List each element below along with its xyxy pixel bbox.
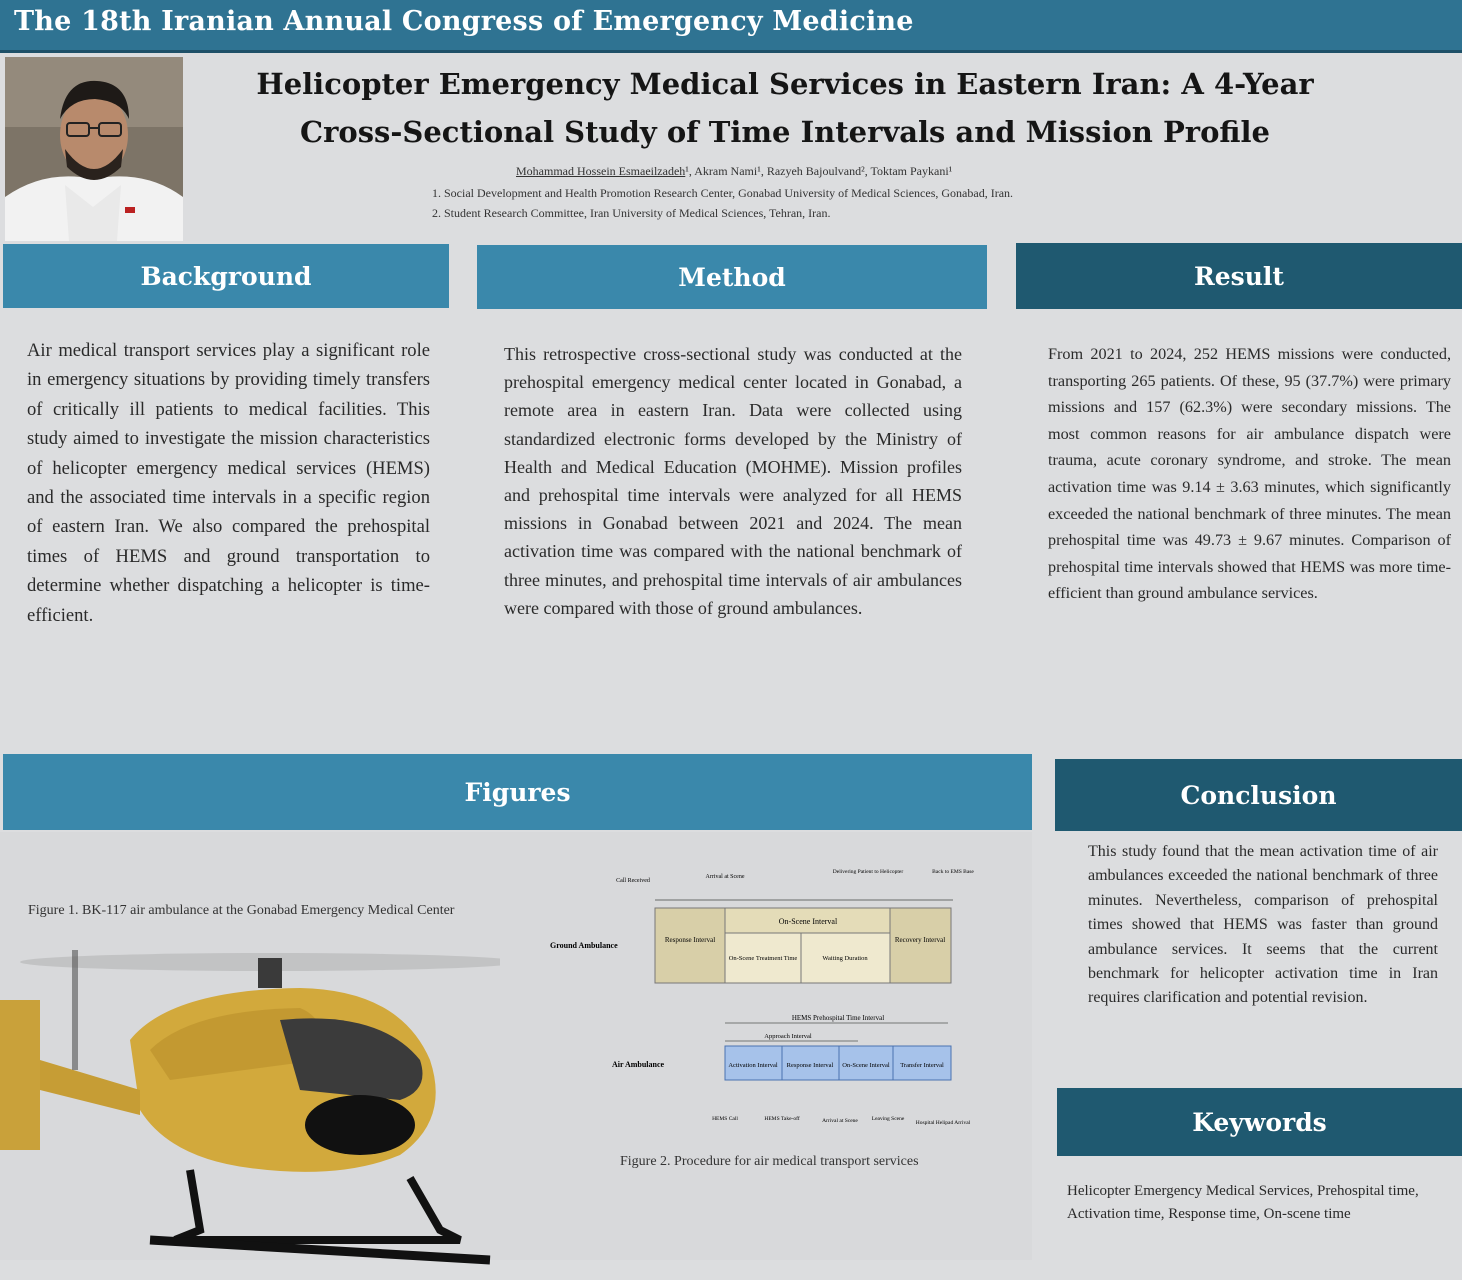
figure-2-caption: Figure 2. Procedure for air medical transport services	[620, 1154, 919, 1169]
figure-2-diagram	[548, 860, 988, 1150]
first-author: Mohammad Hossein Esmaeilzadeh	[516, 164, 686, 178]
approach-label: Approach Interval	[764, 1033, 812, 1040]
method-text: This retrospective cross-sectional study was conducted at the prehospital emergency medical center located in Gonabad, a remote area in eastern Iran. Data were collected using standardized electronic forms developed by the Ministry of Health and Medical Education (MOHME). Mission profiles and prehospital time intervals were analyzed for all HEMS missions in Gonabad between 2021 and 2024. The mean activation time was compared with the national benchmark of three minutes, and prehospital time intervals of air ambulances were compared with those of ground ambulances.	[504, 344, 962, 618]
air-box-2: Response Interval	[786, 1062, 834, 1069]
ground-top-4: Back to EMS Base	[932, 869, 974, 875]
affiliation-1: 1. Social Development and Health Promotion Research Center, Gonabad University of Medical Sciences, Gonabad, Iran.	[432, 186, 1014, 200]
method-heading: Method	[477, 245, 987, 309]
air-bottom-5: Hospital Helipad Arrival	[915, 1120, 971, 1126]
affiliation-2: 2. Student Research Committee, Iran University of Medical Sciences, Tehran, Iran.	[432, 206, 831, 220]
title-line-2: Cross-Sectional Study of Time Intervals and Mission Profile	[300, 115, 1270, 149]
keywords-text: Helicopter Emergency Medical Services, Prehospital time, Activation time, Response time, On-scene time	[1067, 1183, 1419, 1222]
ground-box-5: Recovery Interval	[894, 936, 946, 944]
recovery-box	[890, 908, 951, 983]
ground-box-2: On-Scene Interval	[778, 917, 838, 926]
congress-banner	[0, 0, 1462, 53]
air-bottom-4: Leaving Scene	[871, 1116, 905, 1122]
ground-top-2: Arrival at Scene	[705, 874, 745, 880]
result-heading: Result	[1016, 243, 1462, 309]
ground-top-3: Delivering Patient to Helicopter	[832, 869, 904, 875]
conclusion-text: This study found that the mean activation time of air ambulances exceeded the national benchmark of three minutes. Nevertheless, comparison of prehospital times showed that HEMS was faster than ground ambulance services. It seems that the current benchmark for helicopter activation time in Iran requires clarification and potential revision.	[1088, 843, 1438, 1007]
air-box-1: Activation Interval	[728, 1062, 778, 1069]
air-bottom-2: HEMS Take-off	[764, 1116, 800, 1122]
author-photo	[5, 57, 183, 241]
air-box-3: On-Scene Interval	[842, 1062, 890, 1069]
title-line-1: Helicopter Emergency Medical Services in Eastern Iran: A 4-Year	[256, 67, 1314, 101]
helicopter-image	[0, 940, 500, 1270]
other-authors: ¹, Akram Nami¹, Razyeh Bajoulvand², Toktam Paykani¹	[685, 164, 953, 178]
ground-box-1: Response Interval	[664, 936, 716, 944]
air-box-4: Transfer Interval	[900, 1062, 944, 1069]
air-bottom-1: HEMS Call	[712, 1116, 738, 1122]
ground-box-3: On-Scene Treatment Time	[728, 955, 798, 962]
figure-1-caption: Figure 1. BK-117 air ambulance at the Gonabad Emergency Medical Center	[28, 903, 455, 918]
ground-box-4: Waiting Duration	[822, 955, 868, 962]
air-ambulance-label: Air Ambulance	[612, 1060, 665, 1069]
result-text: From 2021 to 2024, 252 HEMS missions were conducted, transporting 265 patients. Of these, 95 (37.7%) were primary missions and 157 (62.3%) were secondary missions. The most common reasons for air ambulance dispatch were trauma, acute coronary syndrome, and stroke. The mean activation time was 9.14 ± 3.63 minutes, which significantly exceeded the national benchmark of three minutes. The mean prehospital time was 49.73 ± 9.67 minutes. Comparison of prehospital time intervals showed that HEMS was more time-efficient than ground ambulance services.	[1048, 345, 1451, 603]
keywords-heading: Keywords	[1057, 1088, 1462, 1156]
ground-top-1: Call Received	[616, 878, 650, 884]
author-list	[516, 164, 952, 179]
congress-title: The 18th Iranian Annual Congress of Emergency Medicine	[14, 6, 914, 37]
response-box	[655, 908, 725, 983]
conclusion-heading: Conclusion	[1055, 759, 1462, 831]
ground-ambulance-label: Ground Ambulance	[550, 941, 618, 950]
hems-prehospital-label: HEMS Prehospital Time Interval	[791, 1014, 885, 1022]
poster-title	[230, 60, 1340, 156]
air-bottom-3: Arrival at Scene	[822, 1118, 858, 1124]
background-heading: Background	[3, 244, 449, 308]
background-text: Air medical transport services play a significant role in emergency situations by providing timely transfers of critically ill patients to medical facilities. This study aimed to investigate the mission characteristics of helicopter emergency medical services (HEMS) and the associated time intervals in a specific region of eastern Iran. We also compared the prehospital times of HEMS and ground transportation to determine whether dispatching a helicopter is time-efficient.	[27, 340, 430, 626]
figures-heading: Figures	[3, 754, 1032, 830]
